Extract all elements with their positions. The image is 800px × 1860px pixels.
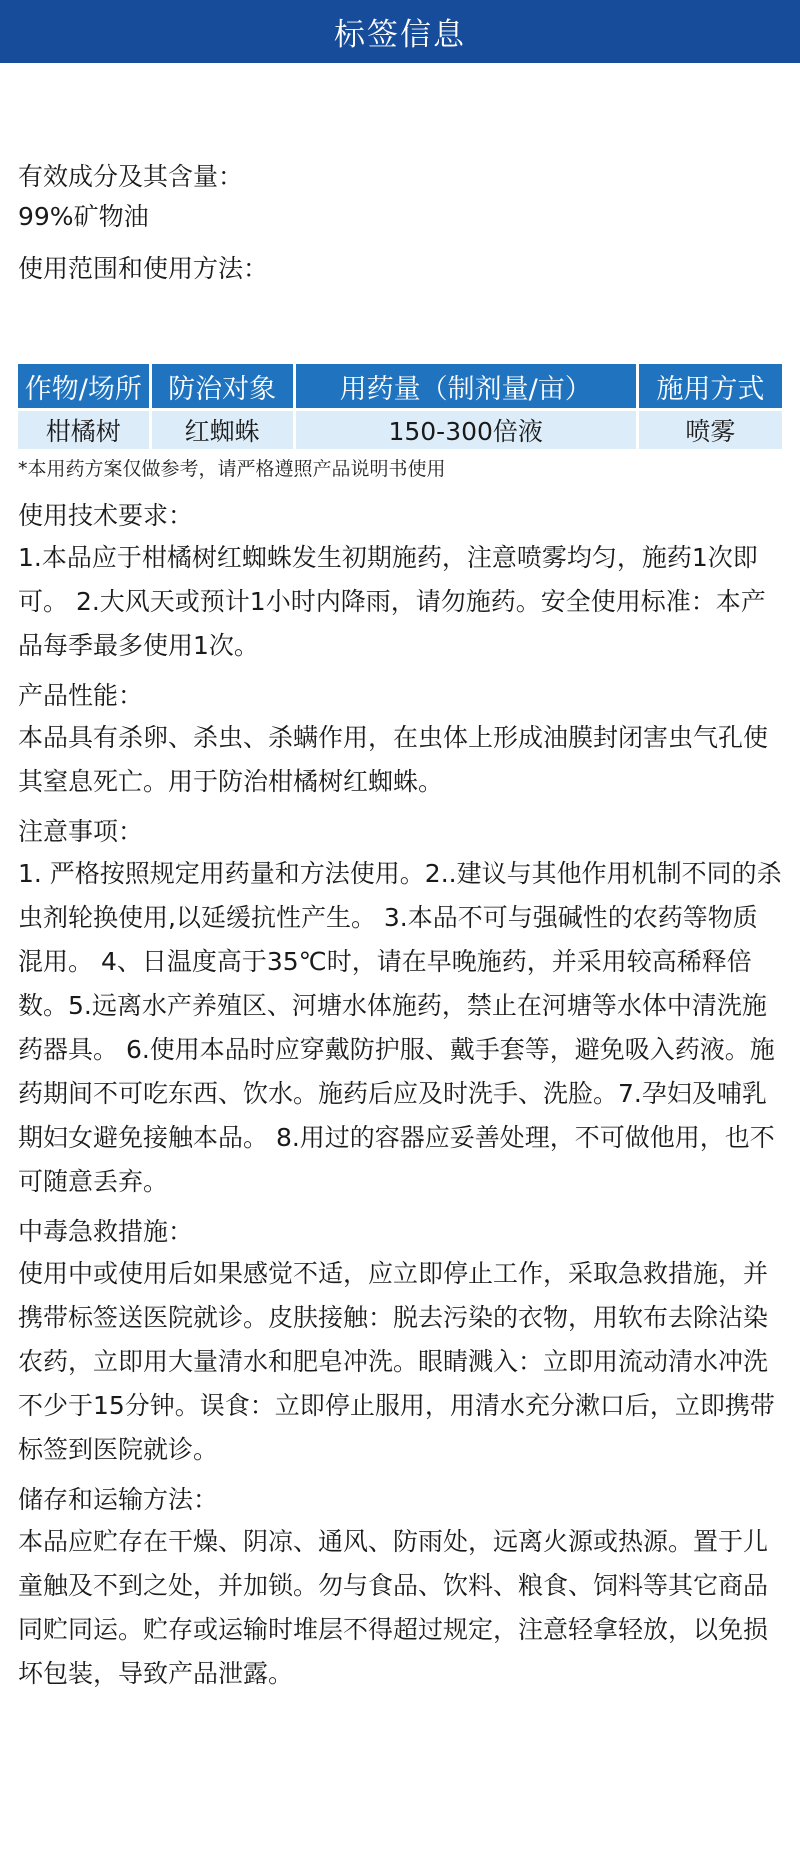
usage-cell-dosage: 150-300倍液 bbox=[296, 411, 636, 449]
usage-header-dosage: 用药量（制剂量/亩） bbox=[296, 364, 636, 408]
page-title: 标签信息 bbox=[334, 17, 466, 53]
first-aid-section bbox=[18, 1212, 782, 1472]
first-aid-text: 使用中或使用后如果感觉不适，应立即停止工作，采取急救措施，并携带标签送医院就诊。皮肤接触：脱去污染的衣物，用软布去除沾染农药，立即用大量清水和肥皂冲洗。眼睛溅入：立即用流动清水冲洗不少于15分钟。误食：立即停止服用，用清水充分漱口后，立即携带标签到医院就诊。 bbox=[18, 1259, 775, 1464]
usage-header-target: 防治对象 bbox=[152, 364, 293, 408]
usage-cell-target: 红蜘蛛 bbox=[152, 411, 293, 449]
usage-header-method: 施用方式 bbox=[639, 364, 782, 408]
storage-section bbox=[18, 1480, 782, 1696]
usage-note: *本用药方案仅做参考，请严格遵照产品说明书使用 bbox=[18, 458, 446, 480]
usage-section bbox=[18, 249, 782, 486]
precautions-text: 1. 严格按照规定用药量和方法使用。2..建议与其他作用机制不同的杀虫剂轮换使用,以延缓抗性产生。 3.本品不可与强碱性的农药等物质混用。 4、日温度高于35℃时，请在早晚施药，并采用较高稀释倍数。5.远离水产养殖区、河塘水体施药，禁止在河塘等水体中清洗施药器具。 6.使用本品时应穿戴防护服、戴手套等，避免吸入药液。施药期间不可吃东西、饮水。施药后应及时洗手、洗脸。7.孕妇及哺乳期妇女避免接触本品。 8.用过的容器应妥善处理，不可做他用，也不可随意丢弃。 bbox=[18, 859, 782, 1196]
technical-title: 使用技术要求： bbox=[18, 501, 194, 530]
label-content bbox=[0, 63, 800, 1696]
first-aid-title: 中毒急救措施： bbox=[18, 1217, 194, 1246]
ingredients-value: 99%矿物油 bbox=[18, 202, 149, 231]
usage-cell-crop: 柑橘树 bbox=[18, 411, 149, 449]
ingredients-section bbox=[18, 63, 782, 237]
technical-text: 1.本品应于柑橘树红蜘蛛发生初期施药，注意喷雾均匀，施药1次即可。 2.大风天或预计1小时内降雨，请勿施药。安全使用标准：本产品每季最多使用1次。 bbox=[18, 543, 766, 660]
technical-section bbox=[18, 496, 782, 668]
performance-text: 本品具有杀卵、杀虫、杀螨作用，在虫体上形成油膜封闭害虫气孔使其窒息死亡。用于防治柑橘树红蜘蛛。 bbox=[18, 723, 769, 796]
usage-table bbox=[15, 361, 785, 452]
usage-title: 使用范围和使用方法： bbox=[18, 254, 269, 283]
ingredients-title: 有效成分及其含量： bbox=[18, 162, 244, 191]
precautions-title: 注意事项： bbox=[18, 817, 144, 846]
table-row bbox=[18, 411, 782, 449]
usage-cell-method: 喷雾 bbox=[639, 411, 782, 449]
storage-title: 储存和运输方法： bbox=[18, 1485, 219, 1514]
performance-section bbox=[18, 676, 782, 804]
storage-text: 本品应贮存在干燥、阴凉、通风、防雨处，远离火源或热源。置于儿童触及不到之处，并加锁。勿与食品、饮料、粮食、饲料等其它商品同贮同运。贮存或运输时堆层不得超过规定，注意轻拿轻放，以免损坏包装，导致产品泄露。 bbox=[18, 1527, 769, 1688]
precautions-section bbox=[18, 812, 782, 1204]
usage-table-header-row bbox=[18, 364, 782, 408]
page-header bbox=[0, 0, 800, 63]
usage-header-crop: 作物/场所 bbox=[18, 364, 149, 408]
performance-title: 产品性能： bbox=[18, 681, 144, 710]
